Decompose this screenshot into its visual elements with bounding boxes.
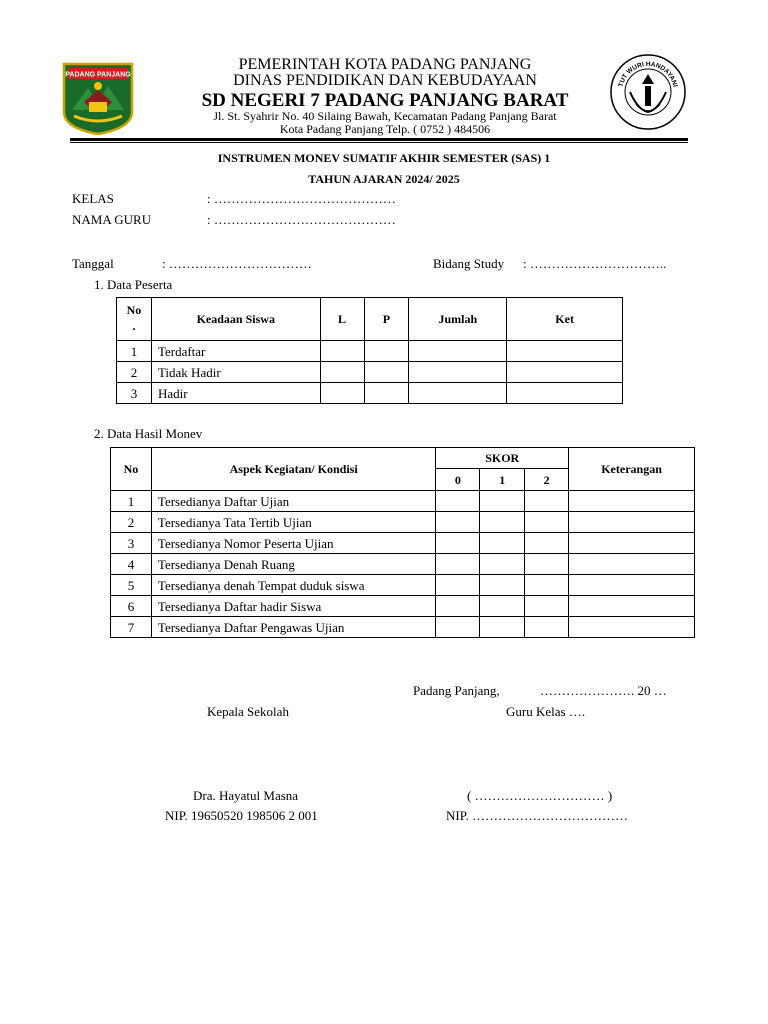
cell-skor-1[interactable] (480, 596, 525, 617)
cell-skor-2[interactable] (525, 575, 569, 596)
cell-ket[interactable] (507, 362, 623, 383)
signature-place: Padang Panjang, (413, 683, 500, 698)
letterhead-rule-thin (70, 142, 688, 143)
kepala-sekolah-name: Dra. Hayatul Masna (193, 788, 299, 803)
header-skor-0: 0 (436, 469, 480, 491)
cell-skor-2[interactable] (525, 533, 569, 554)
letterhead-rule-thick (70, 138, 688, 141)
cell-skor-1[interactable] (480, 617, 525, 638)
table-row (111, 554, 695, 575)
row-label: Tersedianya Daftar Pengawas Ujian (151, 617, 435, 638)
government-name: PEMERINTAH KOTA PADANG PANJANG (238, 56, 532, 73)
table-row (117, 383, 623, 404)
cell-skor-2[interactable] (525, 554, 569, 575)
row-number: 2 (111, 512, 152, 533)
header-skor-2: 2 (525, 469, 569, 491)
table-row (117, 341, 623, 362)
svg-text:TUT WURI HANDAYANI: TUT WURI HANDAYANI (617, 60, 679, 88)
row-number: 4 (111, 554, 152, 575)
row-number: 3 (111, 533, 152, 554)
cell-skor-0[interactable] (436, 596, 480, 617)
padang-panjang-crest-logo (62, 62, 134, 136)
cell-skor-1[interactable] (480, 575, 525, 596)
kepala-sekolah-role: Kepala Sekolah (207, 704, 289, 719)
cell-p[interactable] (364, 341, 409, 362)
school-name: SD NEGERI 7 PADANG PANJANG BARAT (201, 90, 569, 111)
data-hasil-monev-table (110, 447, 695, 638)
header-aspek-kegiatan: Aspek Kegiatan/ Kondisi (151, 448, 435, 491)
row-number: 1 (117, 341, 152, 362)
guru-kelas-role: Guru Kelas …. (506, 704, 586, 719)
cell-skor-0[interactable] (436, 575, 480, 596)
header-skor: SKOR (436, 448, 569, 469)
section-data-peserta: 1. Data Peserta (94, 277, 173, 292)
row-label: Hadir (151, 383, 320, 404)
svg-text:PADANG PANJANG: PADANG PANJANG (65, 71, 131, 79)
cell-skor-0[interactable] (436, 554, 480, 575)
cell-jumlah[interactable] (409, 341, 507, 362)
cell-skor-0[interactable] (436, 617, 480, 638)
header-jumlah: Jumlah (409, 298, 507, 341)
cell-keterangan[interactable] (569, 512, 695, 533)
header-p: P (364, 298, 409, 341)
cell-skor-2[interactable] (525, 491, 569, 512)
cell-ket[interactable] (507, 383, 623, 404)
header-l: L (320, 298, 364, 341)
row-number: 6 (111, 596, 152, 617)
cell-l[interactable] (320, 341, 364, 362)
table-row (111, 491, 695, 512)
cell-jumlah[interactable] (409, 362, 507, 383)
tanggal-label: Tanggal (72, 256, 114, 271)
cell-skor-2[interactable] (525, 596, 569, 617)
cell-skor-0[interactable] (436, 491, 480, 512)
cell-keterangan[interactable] (569, 554, 695, 575)
row-label: Tersedianya Nomor Peserta Ujian (151, 533, 435, 554)
row-number: 1 (111, 491, 152, 512)
cell-keterangan[interactable] (569, 617, 695, 638)
cell-keterangan[interactable] (569, 533, 695, 554)
table-row (111, 575, 695, 596)
cell-skor-1[interactable] (480, 512, 525, 533)
cell-keterangan[interactable] (569, 575, 695, 596)
row-number: 7 (111, 617, 152, 638)
kepala-sekolah-nip: NIP. 19650520 198506 2 001 (165, 808, 318, 823)
signature-date: …………………. 20 … (540, 683, 667, 698)
table-row (111, 596, 695, 617)
table-row (111, 617, 695, 638)
cell-jumlah[interactable] (409, 383, 507, 404)
cell-skor-2[interactable] (525, 617, 569, 638)
header-keadaan-siswa: Keadaan Siswa (151, 298, 320, 341)
tanggal-value: : …………………………… (162, 256, 312, 271)
row-number: 3 (117, 383, 152, 404)
kelas-value: : …………………………………… (207, 191, 396, 206)
document-title: INSTRUMEN MONEV SUMATIF AKHIR SEMESTER (SAS) 1 (217, 151, 551, 165)
department-name: DINAS PENDIDIKAN DAN KEBUDAYAAN (233, 72, 537, 89)
row-label: Tersedianya Denah Ruang (151, 554, 435, 575)
kelas-label: KELAS (72, 191, 114, 206)
guru-kelas-nip: NIP. ……………………………… (446, 808, 629, 823)
header-no: No (111, 448, 152, 491)
cell-skor-2[interactable] (525, 512, 569, 533)
nama-guru-value: : …………………………………… (207, 212, 396, 227)
cell-skor-0[interactable] (436, 533, 480, 554)
cell-l[interactable] (320, 383, 364, 404)
cell-skor-1[interactable] (480, 554, 525, 575)
school-city-phone: Kota Padang Panjang Telp. ( 0752 ) 484506 (279, 122, 491, 136)
row-label: Tidak Hadir (151, 362, 320, 383)
row-label: Tersedianya Tata Tertib Ujian (151, 512, 435, 533)
cell-p[interactable] (364, 362, 409, 383)
data-peserta-table (116, 297, 623, 404)
header-ket: Ket (507, 298, 623, 341)
header-no: No . (117, 298, 152, 341)
table-row (117, 362, 623, 383)
row-label: Tersedianya Daftar Ujian (151, 491, 435, 512)
school-address: Jl. St. Syahrir No. 40 Silaing Bawah, Kecamatan Padang Panjang Barat (213, 109, 557, 123)
cell-ket[interactable] (507, 341, 623, 362)
row-label: Terdaftar (151, 341, 320, 362)
header-skor-1: 1 (480, 469, 525, 491)
bidang-study-value: : ………………………….. (523, 256, 667, 271)
bidang-study-label: Bidang Study (433, 256, 505, 271)
cell-keterangan[interactable] (569, 491, 695, 512)
cell-skor-1[interactable] (480, 533, 525, 554)
academic-year: TAHUN AJARAN 2024/ 2025 (308, 172, 460, 186)
header-keterangan: Keterangan (569, 448, 695, 491)
row-label: Tersedianya denah Tempat duduk siswa (151, 575, 435, 596)
row-number: 2 (117, 362, 152, 383)
cell-skor-0[interactable] (436, 512, 480, 533)
table-row (111, 533, 695, 554)
guru-kelas-name: ( ………………………… ) (467, 788, 613, 803)
row-number: 5 (111, 575, 152, 596)
cell-p[interactable] (364, 383, 409, 404)
nama-guru-label: NAMA GURU (72, 212, 152, 227)
table-row (111, 512, 695, 533)
cell-l[interactable] (320, 362, 364, 383)
cell-keterangan[interactable] (569, 596, 695, 617)
section-data-hasil-monev: 2. Data Hasil Monev (94, 426, 203, 441)
row-label: Tersedianya Daftar hadir Siswa (151, 596, 435, 617)
cell-skor-1[interactable] (480, 491, 525, 512)
